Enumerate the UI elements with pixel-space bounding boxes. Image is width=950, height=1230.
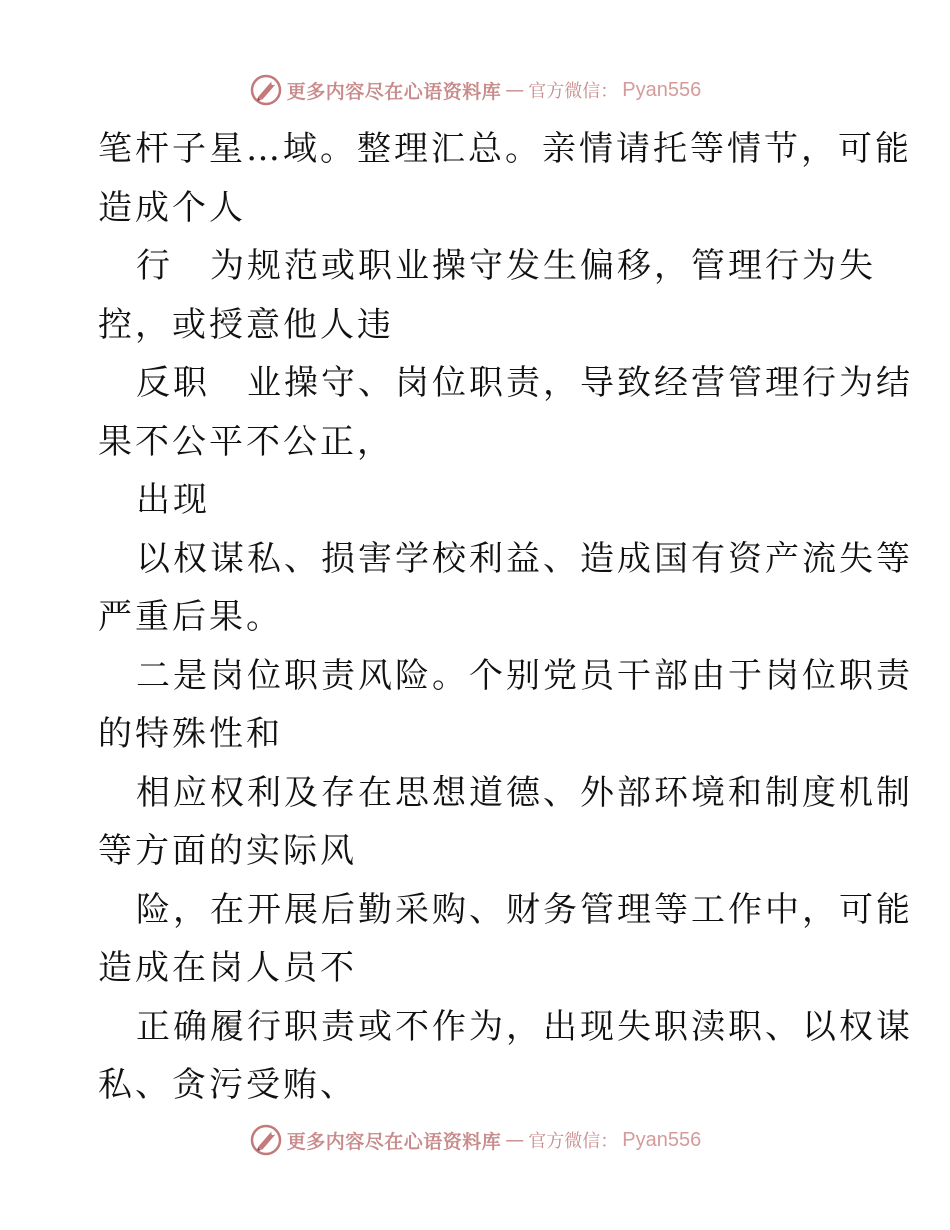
text-line: 相应权利及存在思想道德、外部环境和制度机制 <box>136 772 913 813</box>
banner-contact-id: Pyan556 <box>622 1128 702 1151</box>
text-line: 私、贪污受贿、 <box>98 1065 357 1105</box>
text-line: 笔杆子星…域。整理汇总。亲情请托等情节，可能 <box>98 129 912 169</box>
banner-contact-id: Pyan556 <box>622 78 702 101</box>
banner-title: 更多内容尽在心语资料库 <box>286 80 502 103</box>
text-line: 行 为规范或职业操守发生偏移，管理行为失 <box>136 246 876 286</box>
text-line: 严重后果。 <box>98 597 283 637</box>
text-line: 的特殊性和 <box>98 714 283 754</box>
banner-contact-label: 官方微信： <box>528 1131 619 1152</box>
banner-dash: — <box>505 79 525 101</box>
document-body <box>98 120 913 1115</box>
pen-logo-icon <box>249 73 283 107</box>
text-line: 果不公平不公正， <box>98 421 394 462</box>
banner-dash: — <box>505 1129 525 1151</box>
pen-logo-icon <box>249 1123 283 1157</box>
text-line: 二是岗位职责风险。个别党员干部由于岗位职责 <box>136 655 913 696</box>
text-line: 造成个人 <box>98 187 246 228</box>
text-line: 控，或授意他人违 <box>98 304 394 345</box>
text-line: 反职 业操守、岗位职责，导致经营管理行为结 <box>136 363 913 403</box>
text-line: 出现 <box>136 480 210 520</box>
banner-title: 更多内容尽在心语资料库 <box>286 1130 502 1153</box>
text-line: 等方面的实际风 <box>98 831 357 871</box>
header-banner <box>0 70 950 110</box>
text-line: 险，在开展后勤采购、财务管理等工作中，可能 <box>136 889 913 930</box>
text-line: 造成在岗人员不 <box>98 948 357 988</box>
text-line: 正确履行职责或不作为，出现失职渎职、以权谋 <box>136 1006 913 1047</box>
footer-banner <box>0 1120 950 1160</box>
banner-contact-label: 官方微信： <box>528 81 619 102</box>
text-line: 以权谋私、损害学校利益、造成国有资产流失等 <box>136 538 913 579</box>
